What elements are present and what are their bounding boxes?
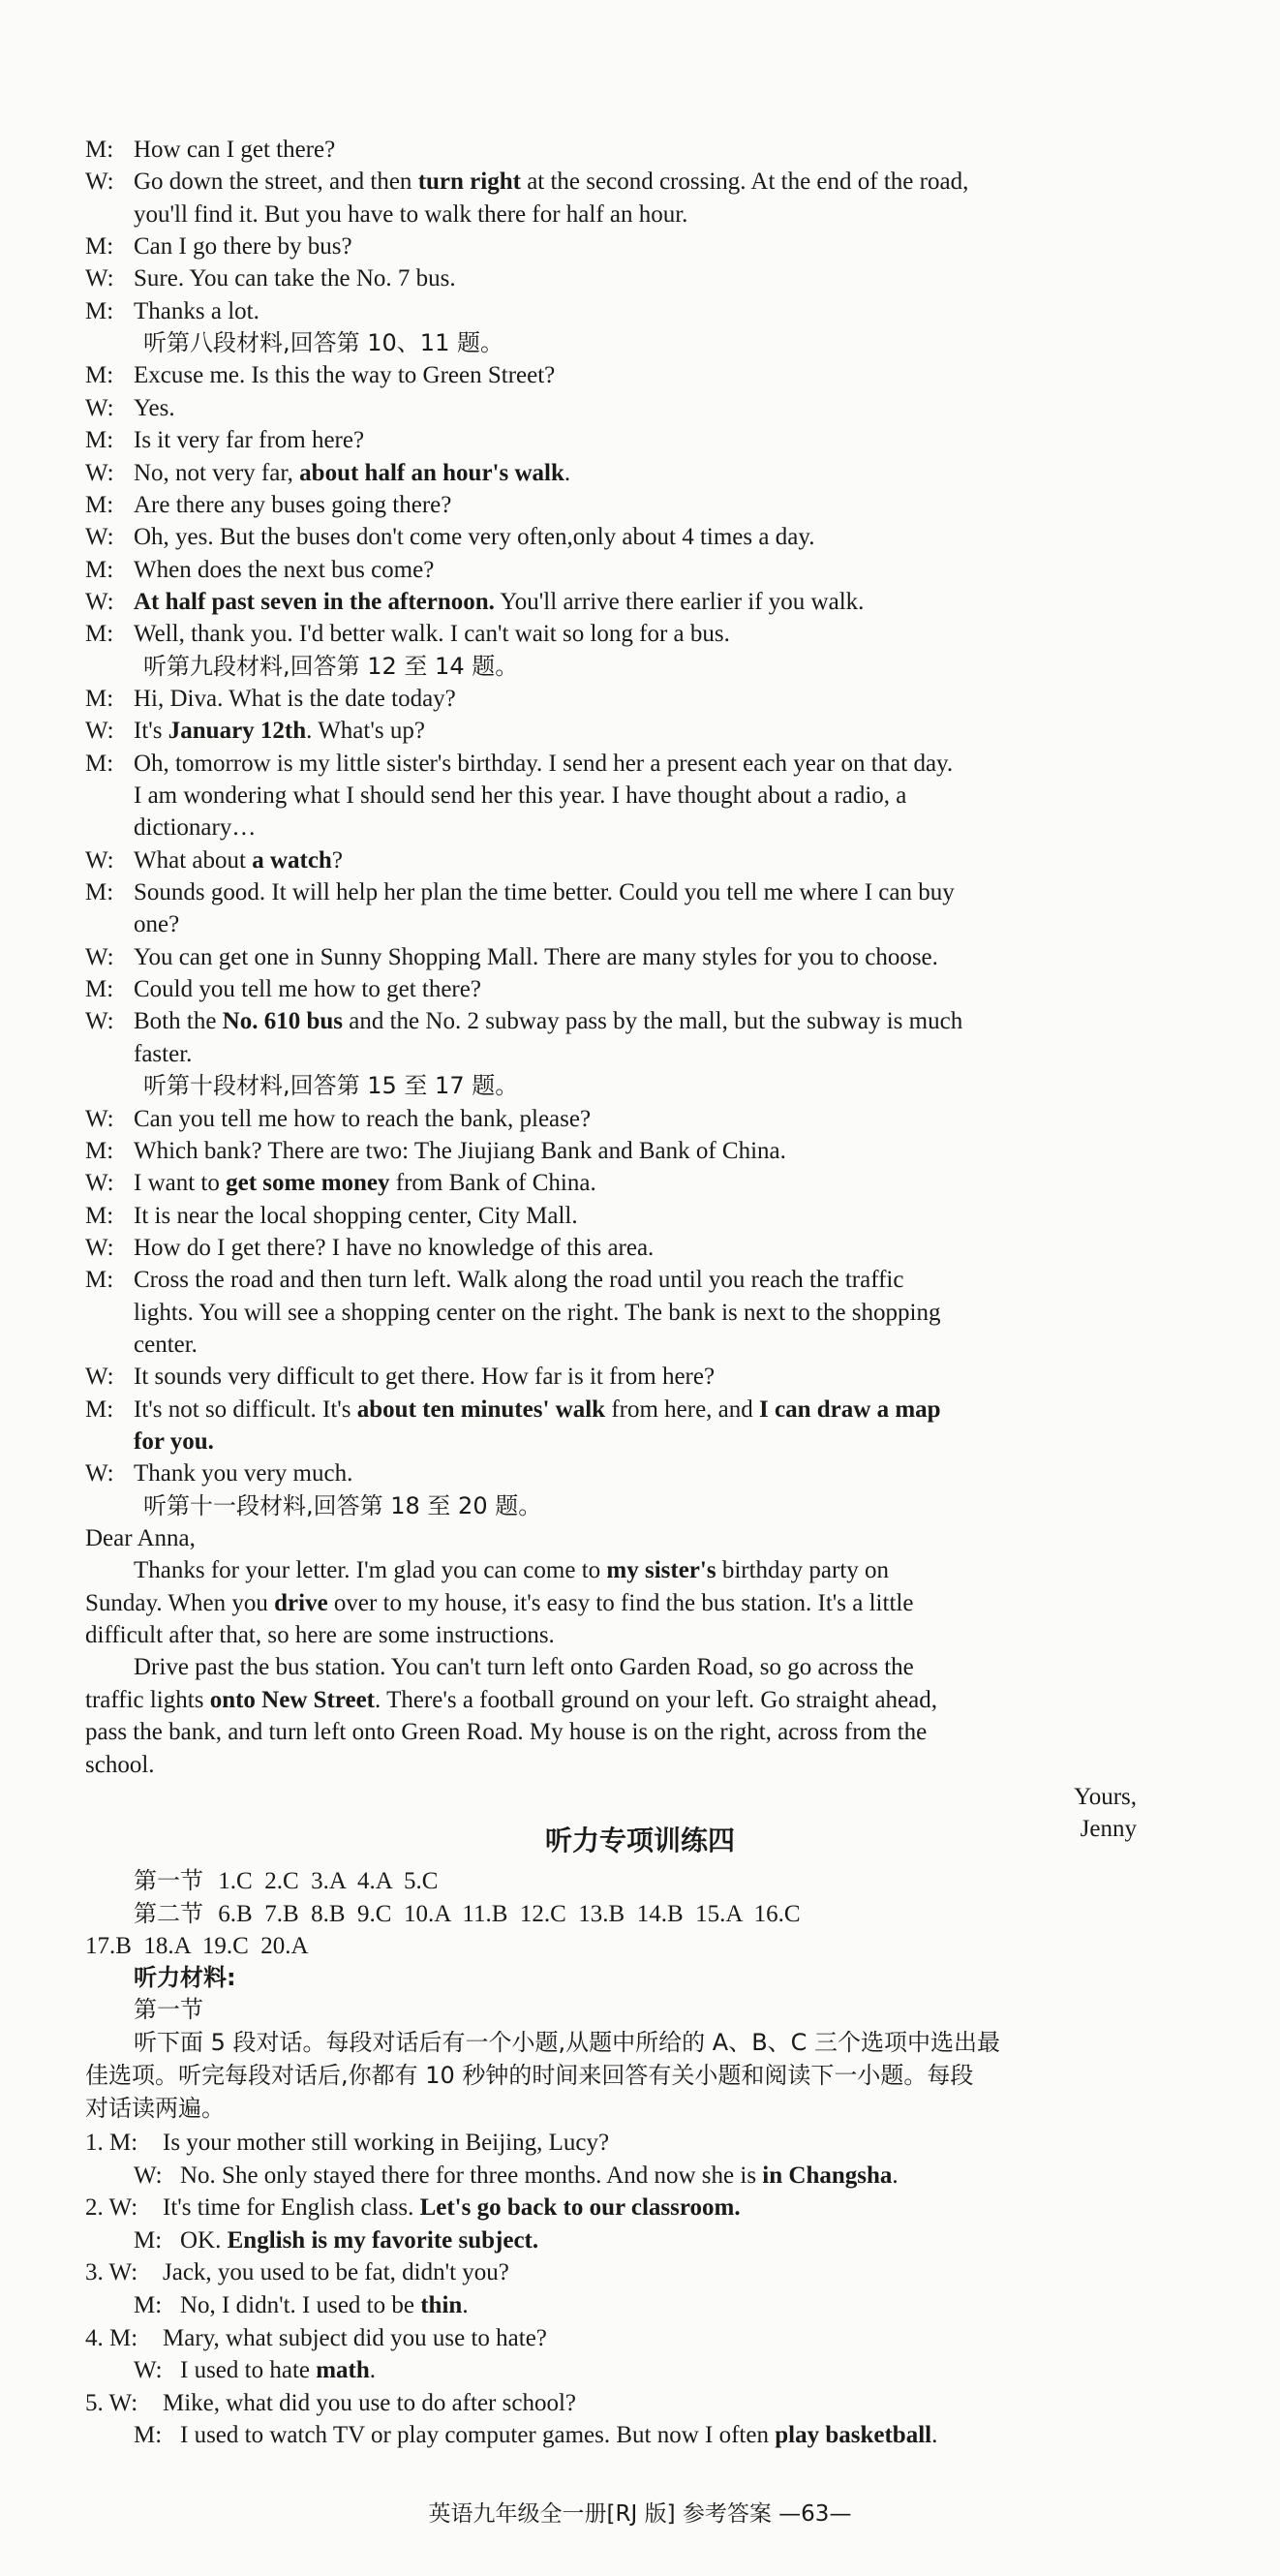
dialogue-text: No, I didn't. I used to be thin. (180, 2292, 469, 2318)
section-instruction: 听第十一段材料,回答第 18 至 20 题。 (143, 1491, 542, 1519)
letter-line: Sunday. When you drive over to my house, it's easy to find the bus station. It's a little (85, 1589, 914, 1616)
speaker-label: W: (85, 718, 114, 745)
speaker-label: M: (85, 137, 114, 163)
dialogue-text: Sure. You can take the No. 7 bus. (134, 265, 456, 292)
dialogue-text: Well, thank you. I'd better walk. I can't wait so long for a bus. (134, 621, 730, 648)
dialogue-text: At half past seven in the afternoon. You'll arrive there earlier if you walk. (134, 588, 865, 615)
speaker-label: 5. W: (85, 2389, 138, 2416)
letter-signoff: Yours, (1074, 1783, 1137, 1810)
dialogue-text: It's time for English class. Let's go back to our classroom. (163, 2194, 741, 2222)
dialogue-text: Thank you very much. (134, 1460, 353, 1487)
speaker-label: M: (85, 685, 114, 712)
instruction-line-2: 佳选项。听完每段对话后,你都有 10 秒钟的时间来回答有关小题和阅读下一小题。每段 (85, 2062, 974, 2089)
speaker-label: M: (85, 297, 114, 324)
dialogue-text: I want to get some money from Bank of China. (134, 1170, 596, 1197)
letter-line: school. (85, 1751, 155, 1778)
letter-paragraph-start: Thanks for your letter. I'm glad you can come to my sister's birthday party on (134, 1557, 890, 1584)
dialogue-text: OK. English is my favorite subject. (180, 2226, 539, 2254)
speaker-label: W: (85, 1105, 114, 1132)
material-heading: 听力材料: (134, 1964, 236, 1991)
dialogue-continuation: I am wondering what I should send her this year. I have thought about a radio, a (134, 782, 907, 809)
letter-line: pass the bank, and turn left onto Green Road. My house is on the right, across from the (85, 1719, 928, 1746)
dialogue-text: Which bank? There are two: The Jiujiang Bank and Bank of China. (134, 1137, 786, 1164)
letter-paragraph-start: Drive past the bus station. You can't turn left onto Garden Road, so go across the (134, 1654, 914, 1681)
dialogue-continuation: you'll find it. But you have to walk there for half an hour. (134, 200, 688, 228)
dialogue-text: Go down the street, and then turn right at the second crossing. At the end of the road, (134, 169, 969, 196)
dialogue-text: Is your mother still working in Beijing, Lucy? (163, 2130, 610, 2156)
dialogue-text: It sounds very difficult to get there. How far is it from here? (134, 1364, 716, 1391)
section-instruction: 听第八段材料,回答第 10、11 题。 (143, 329, 503, 357)
dialogue-text: Hi, Diva. What is the date today? (134, 685, 456, 712)
speaker-label: M: (134, 2226, 163, 2254)
speaker-label: M: (85, 1267, 114, 1294)
speaker-label: M: (85, 621, 114, 648)
dialogue-text: It's not so difficult. It's about ten minutes' walk from here, and I can draw a map (134, 1395, 941, 1423)
speaker-label: M: (85, 556, 114, 583)
dialogue-continuation: dictionary… (134, 814, 257, 842)
speaker-label: 3. W: (85, 2259, 138, 2286)
speaker-label: M: (85, 1395, 114, 1423)
dialogue-continuation: lights. You will see a shopping center on the right. The bank is next to the shopping (134, 1299, 941, 1326)
dialogue-text: Oh, tomorrow is my little sister's birthday. I send her a present each year on that day. (134, 750, 954, 777)
speaker-label: M: (85, 427, 114, 454)
dialogue-text: It is near the local shopping center, City Mall. (134, 1202, 578, 1229)
dialogue-continuation: for you. (134, 1428, 214, 1455)
dialogue-text: You can get one in Sunny Shopping Mall. There are many styles for you to choose. (134, 943, 938, 970)
speaker-label: W: (85, 169, 114, 196)
dialogue-text: How can I get there? (134, 137, 336, 163)
instruction-line-1: 听下面 5 段对话。每段对话后有一个小题,从题中所给的 A、B、C 三个选项中选出最 (134, 2029, 1001, 2056)
speaker-label: M: (85, 233, 114, 261)
dialogue-text: How do I get there? I have no knowledge of this area. (134, 1234, 655, 1261)
speaker-label: M: (134, 2422, 163, 2449)
dialogue-text: Are there any buses going there? (134, 491, 452, 518)
dialogue-text: Excuse me. Is this the way to Green Street? (134, 362, 556, 389)
part1-heading: 第一节 (134, 1996, 203, 2023)
dialogue-text: What about a watch? (134, 846, 343, 874)
speaker-label: W: (134, 2357, 163, 2384)
letter-line: difficult after that, so here are some instructions. (85, 1622, 555, 1649)
dialogue-text: Can you tell me how to reach the bank, please? (134, 1105, 592, 1132)
speaker-label: W: (85, 943, 114, 970)
speaker-label: W: (85, 846, 114, 874)
dialogue-text: I used to hate math. (180, 2357, 377, 2384)
answers-part1-label: 第一节 (134, 1867, 203, 1894)
speaker-label: W: (85, 265, 114, 292)
dialogue-text: Jack, you used to be fat, didn't you? (163, 2259, 509, 2286)
section-instruction: 听第九段材料,回答第 12 至 14 题。 (143, 652, 519, 680)
dialogue-text: No, not very far, about half an hour's walk. (134, 459, 571, 486)
dialogue-text: It's January 12th. What's up? (134, 718, 425, 745)
answers-part2-label: 第二节 (134, 1900, 203, 1927)
dialogue-continuation: one? (134, 911, 180, 938)
dialogue-text: Cross the road and then turn left. Walk along the road until you reach the traffic (134, 1267, 904, 1294)
speaker-label: W: (85, 459, 114, 486)
answers-part1 (134, 1865, 1154, 1897)
dialogue-text: Sounds good. It will help her plan the time better. Could you tell me where I can buy (134, 879, 955, 906)
instruction-line-3: 对话读两遍。 (85, 2095, 225, 2122)
letter-line: traffic lights onto New Street. There's a football ground on your left. Go straight ahead, (85, 1686, 937, 1713)
dialogue-text: Mary, what subject did you use to hate? (163, 2324, 547, 2351)
answers-part2-continued: 17.B 18.A 19.C 20.A (85, 1933, 309, 1959)
speaker-label: W: (85, 1364, 114, 1391)
letter-signoff: Jenny (1080, 1816, 1137, 1843)
speaker-label: M: (85, 879, 114, 906)
speaker-label: W: (85, 524, 114, 551)
answers-part2 (134, 1898, 1154, 1930)
dialogue-text: Is it very far from here? (134, 427, 365, 454)
speaker-label: W: (85, 588, 114, 615)
dialogue-text: Can I go there by bus? (134, 233, 352, 261)
section-instruction: 听第十段材料,回答第 15 至 17 题。 (143, 1072, 519, 1100)
section-title: 听力专项训练四 (544, 1825, 735, 1856)
speaker-label: W: (85, 394, 114, 421)
page-footer: 英语九年级全一册[RJ 版] 参考答案 —63— (428, 2501, 852, 2527)
speaker-label: W: (85, 1008, 114, 1035)
dialogue-text: No. She only stayed there for three months. And now she is in Changsha. (180, 2162, 899, 2189)
speaker-label: W: (85, 1460, 114, 1487)
dialogue-text: Could you tell me how to get there? (134, 976, 481, 1003)
dialogue-text: Both the No. 610 bus and the No. 2 subway pass by the mall, but the subway is much (134, 1008, 963, 1035)
dialogue-text: When does the next bus come? (134, 556, 435, 583)
dialogue-text: Oh, yes. But the buses don't come very often,only about 4 times a day. (134, 524, 815, 551)
speaker-label: W: (85, 1234, 114, 1261)
speaker-label: 1. M: (85, 2130, 138, 2156)
speaker-label: 2. W: (85, 2194, 138, 2222)
speaker-label: M: (85, 750, 114, 777)
speaker-label: M: (85, 976, 114, 1003)
speaker-label: W: (85, 1170, 114, 1197)
dialogue-text: I used to watch TV or play computer games. But now I often play basketball. (180, 2422, 938, 2449)
speaker-label: M: (85, 491, 114, 518)
speaker-label: M: (85, 1202, 114, 1229)
dialogue-text: Thanks a lot. (134, 297, 259, 324)
speaker-label: M: (85, 362, 114, 389)
letter-line: Dear Anna, (85, 1525, 196, 1552)
dialogue-text: Mike, what did you use to do after school? (163, 2389, 576, 2416)
speaker-label: 4. M: (85, 2324, 138, 2351)
answers-part1-values: 1.C 2.C 3.A 4.A 5.C (218, 1868, 439, 1894)
speaker-label: W: (134, 2162, 163, 2189)
answers-part2-values: 6.B 7.B 8.B 9.C 10.A 11.B 12.C 13.B 14.B 15.A 16.C (218, 1901, 801, 1927)
dialogue-text: Yes. (134, 394, 175, 421)
speaker-label: M: (134, 2292, 163, 2318)
dialogue-continuation: center. (134, 1331, 198, 1358)
speaker-label: M: (85, 1137, 114, 1164)
dialogue-continuation: faster. (134, 1040, 193, 1067)
